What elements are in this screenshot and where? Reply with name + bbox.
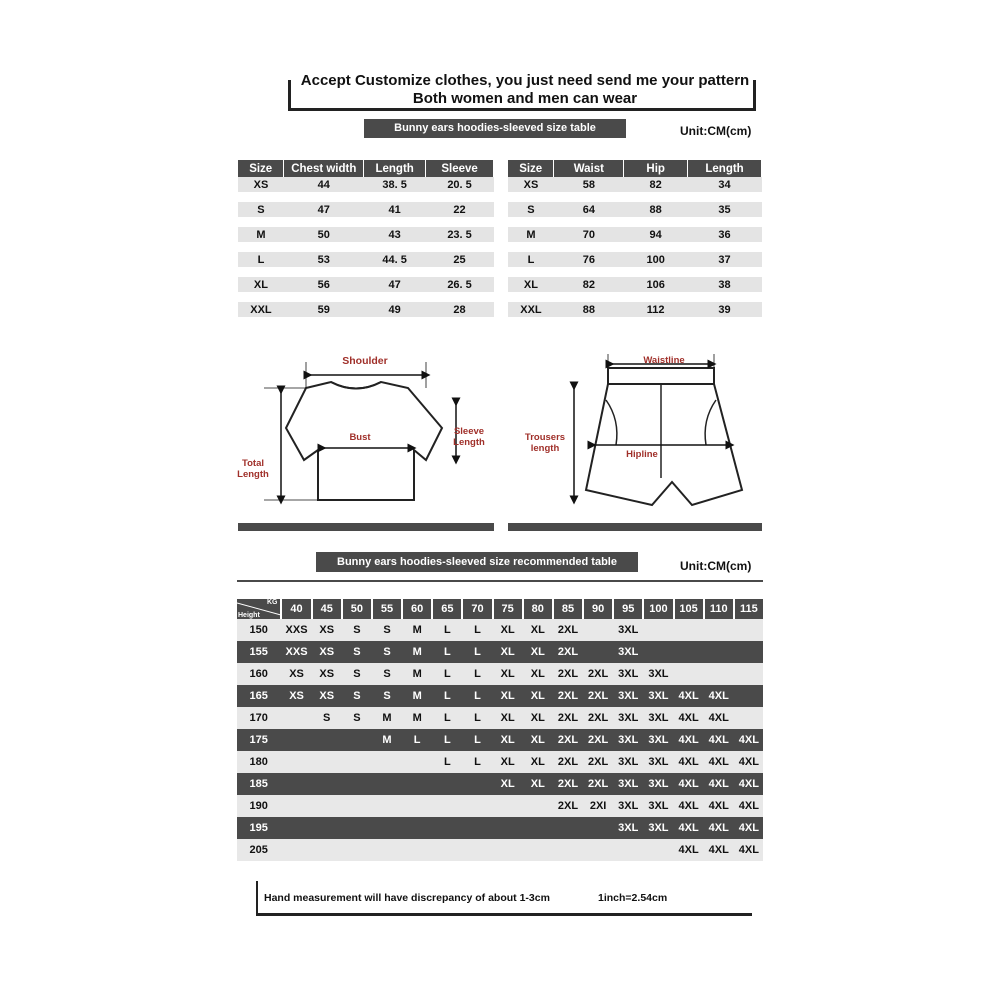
size-cell: XL (500, 624, 515, 636)
col-header: Length (688, 160, 762, 177)
table-cell: 43 (364, 227, 426, 242)
table-cell: 28 (426, 302, 494, 317)
recommended-row (237, 707, 763, 729)
size-cell: 2XL (557, 800, 579, 812)
size-cell: L (443, 668, 451, 680)
size-cell: S (383, 624, 391, 636)
size-cell: 3XL (648, 822, 669, 834)
recommended-row (237, 619, 763, 641)
size-cell: 4XL (738, 800, 759, 812)
size-cell: 3XL (648, 756, 669, 768)
size-cell: L (474, 668, 481, 680)
size-cell: 3XL (648, 778, 669, 790)
kg-header: 110 (705, 599, 733, 619)
size-cell: L (443, 756, 451, 768)
sleeve-length-label: Sleeve Length (453, 426, 485, 448)
table-cell: 34 (688, 177, 762, 192)
size-cell: M (412, 668, 422, 680)
size-cell: 4XL (708, 822, 729, 834)
size-cell: 3XL (618, 800, 639, 812)
size-cell: 2XL (557, 778, 579, 790)
table-cell: 88 (624, 202, 688, 217)
size-cell: L (474, 690, 481, 702)
size-cell: XS (319, 624, 335, 636)
kg-header: 100 (644, 599, 672, 619)
size-cell: 3XL (618, 668, 639, 680)
size-cell: XS (289, 668, 304, 680)
size-cell: 4XL (738, 778, 759, 790)
height-cell: 155 (249, 646, 268, 658)
size-cell: XL (500, 778, 515, 790)
size-cell: 4XL (678, 712, 699, 724)
size-cell: 2XL (588, 778, 609, 790)
col-header: Size (238, 160, 284, 177)
height-cell: 170 (249, 712, 268, 724)
size-cell: L (443, 624, 451, 636)
recommended-row (237, 773, 763, 795)
table-cell: 20. 5 (426, 177, 494, 192)
kg-header: 65 (433, 599, 461, 619)
kg-header: 50 (343, 599, 371, 619)
table-row (508, 277, 762, 292)
recommended-row (237, 839, 763, 861)
size-cell: 2XL (557, 712, 579, 724)
size-cell: 4XL (708, 778, 729, 790)
size-cell: 4XL (678, 734, 699, 746)
size-table-banner: Bunny ears hoodies-sleeved size table (364, 119, 626, 138)
size-cell: 2XL (557, 756, 579, 768)
recommended-size-table (237, 599, 763, 861)
size-cell: 3XL (648, 668, 669, 680)
size-cell: 3XL (648, 800, 669, 812)
size-cell: L (474, 734, 481, 746)
corner-height: Height (238, 612, 260, 619)
table-cell: XXL (508, 302, 554, 317)
kg-header: 70 (463, 599, 491, 619)
height-cell: 195 (249, 822, 268, 834)
size-cell: S (353, 712, 361, 724)
table-cell: 49 (364, 302, 426, 317)
recommended-unit-label: Unit:CM(cm) (680, 559, 752, 573)
size-cell: XL (530, 712, 545, 724)
table-cell: 56 (284, 277, 364, 292)
kg-header: 105 (675, 599, 703, 619)
kg-header: 55 (373, 599, 401, 619)
size-cell: XL (500, 734, 515, 746)
size-cell: XL (530, 778, 545, 790)
size-cell: 4XL (738, 756, 759, 768)
kg-header: 75 (494, 599, 522, 619)
size-cell: 4XL (678, 800, 699, 812)
size-cell: 4XL (738, 734, 759, 746)
size-cell: 2XL (588, 734, 609, 746)
waistline-label: Waistline (643, 355, 685, 366)
height-cell: 165 (249, 690, 268, 702)
size-cell: 4XL (738, 844, 759, 856)
trousers-length-label: Trousers length (524, 432, 566, 454)
height-cell: 175 (249, 734, 268, 746)
size-cell: 2XL (588, 756, 609, 768)
size-cell: L (443, 690, 451, 702)
table-cell: XL (238, 277, 284, 292)
size-cell: XL (530, 690, 545, 702)
size-cell: 4XL (708, 844, 729, 856)
size-cell: 3XL (618, 712, 639, 724)
table-cell: L (508, 252, 554, 267)
table-row (508, 227, 762, 242)
size-cell: 4XL (708, 756, 729, 768)
size-cell: M (382, 712, 392, 724)
table-cell: 94 (624, 227, 688, 242)
kg-header: 90 (584, 599, 612, 619)
recommended-row (237, 685, 763, 707)
table-cell: 88 (554, 302, 624, 317)
table-cell: 58 (554, 177, 624, 192)
size-cell: L (474, 756, 481, 768)
table-cell: 82 (624, 177, 688, 192)
height-cell: 205 (249, 844, 268, 856)
size-cell: S (353, 646, 361, 658)
size-cell: 2XL (588, 668, 609, 680)
table-cell: 38 (688, 277, 762, 292)
table-cell: M (508, 227, 554, 242)
recommended-banner: Bunny ears hoodies-sleeved size recommended table (316, 552, 638, 572)
size-cell: XXS (285, 646, 308, 658)
size-cell: S (353, 624, 361, 636)
size-cell: 3XL (618, 690, 639, 702)
kg-header: 60 (403, 599, 431, 619)
size-cell: L (443, 646, 451, 658)
table-row (508, 177, 762, 192)
size-cell: L (443, 734, 451, 746)
size-cell: 3XL (648, 734, 669, 746)
table-cell: 47 (364, 277, 426, 292)
size-cell: XL (530, 624, 545, 636)
recommended-row (237, 817, 763, 839)
kg-header: 115 (735, 599, 763, 619)
size-cell: XL (500, 646, 515, 658)
size-cell: S (323, 712, 331, 724)
header-line2: Both women and men can wear (412, 90, 638, 107)
height-cell: 185 (249, 778, 268, 790)
size-cell: 2XL (588, 712, 609, 724)
size-cell: M (412, 646, 422, 658)
footer-note: Hand measurement will have discrepancy of about 1-3cm (264, 892, 550, 904)
table-cell: 64 (554, 202, 624, 217)
table-row (238, 202, 494, 217)
size-cell: 4XL (678, 690, 699, 702)
header-line1: Accept Customize clothes, you just need send me your pattern (300, 72, 750, 89)
bust-label: Bust (349, 432, 371, 443)
hipline-label: Hipline (626, 449, 658, 460)
table-cell: XS (238, 177, 284, 192)
footer-inch: 1inch=2.54cm (598, 892, 668, 904)
recommended-row (237, 641, 763, 663)
table-corner (237, 599, 280, 619)
kg-header: 95 (614, 599, 642, 619)
size-cell: XL (530, 668, 545, 680)
size-cell: L (474, 712, 481, 724)
total-length-label: Total Length (237, 458, 269, 480)
size-cell: 4XL (738, 822, 759, 834)
height-cell: 190 (249, 800, 268, 812)
size-cell: 4XL (678, 822, 699, 834)
divider-left (238, 523, 494, 531)
recommended-row (237, 663, 763, 685)
table-cell: XL (508, 277, 554, 292)
size-cell: M (412, 712, 422, 724)
table-cell: 44. 5 (364, 252, 426, 267)
size-cell: L (443, 712, 451, 724)
table-cell: 35 (688, 202, 762, 217)
size-cell: 4XL (708, 690, 729, 702)
table-cell: 112 (624, 302, 688, 317)
size-cell: 2XL (588, 690, 609, 702)
size-cell: XL (530, 734, 545, 746)
size-cell: L (474, 646, 481, 658)
size-cell: 2XL (557, 690, 579, 702)
size-cell: XL (530, 646, 545, 658)
table-cell: 41 (364, 202, 426, 217)
size-cell: 2XL (557, 668, 579, 680)
size-cell: S (383, 646, 391, 658)
size-cell: XXS (285, 624, 308, 636)
table-cell: XS (508, 177, 554, 192)
col-header: Sleeve (426, 160, 494, 177)
size-cell: 2XL (557, 646, 579, 658)
col-header: Chest width (284, 160, 364, 177)
divider-right (508, 523, 762, 531)
size-cell: XL (500, 712, 515, 724)
table-row (508, 202, 762, 217)
size-cell: XS (319, 690, 335, 702)
bottom-size-table (508, 160, 762, 317)
table-cell: 26. 5 (426, 277, 494, 292)
size-cell: 3XL (618, 822, 639, 834)
size-cell: XL (530, 756, 545, 768)
size-cell: S (353, 690, 361, 702)
size-cell: XS (289, 690, 304, 702)
kg-header: 45 (313, 599, 341, 619)
size-cell: 3XL (618, 778, 639, 790)
size-cell: 4XL (678, 756, 699, 768)
size-cell: XS (319, 646, 335, 658)
recommended-row (237, 795, 763, 817)
size-cell: 4XL (708, 734, 729, 746)
size-cell: M (412, 624, 422, 636)
table-row (238, 277, 494, 292)
size-cell: 4XL (708, 800, 729, 812)
kg-header: 85 (554, 599, 582, 619)
size-cell: S (383, 668, 391, 680)
size-cell: XS (319, 668, 335, 680)
height-cell: 150 (249, 624, 268, 636)
table-cell: 23. 5 (426, 227, 494, 242)
size-cell: 4XL (678, 844, 699, 856)
size-cell: 3XL (618, 624, 639, 636)
size-cell: XL (500, 668, 515, 680)
table-cell: 36 (688, 227, 762, 242)
table-cell: 25 (426, 252, 494, 267)
table-cell: 39 (688, 302, 762, 317)
size-cell: 4XL (708, 712, 729, 724)
size-cell: L (413, 734, 421, 746)
height-cell: 160 (249, 668, 268, 680)
size-cell: XL (500, 690, 515, 702)
size-cell: 3XL (648, 690, 669, 702)
table-cell: 106 (624, 277, 688, 292)
size-cell: M (412, 690, 422, 702)
size-cell: S (353, 668, 361, 680)
col-header: Length (364, 160, 426, 177)
size-cell: 2XL (557, 734, 579, 746)
table-cell: 70 (554, 227, 624, 242)
table-cell: 47 (284, 202, 364, 217)
table-row (238, 177, 494, 192)
size-cell: 2XL (557, 624, 579, 636)
table-row (508, 302, 762, 317)
kg-header: 80 (524, 599, 552, 619)
recommended-header-row (237, 599, 763, 619)
corner-kg: KG (266, 599, 278, 606)
table-cell: L (238, 252, 284, 267)
table-row (238, 252, 494, 267)
recommended-row (237, 751, 763, 773)
size-cell: 4XL (678, 778, 699, 790)
size-cell: 2XI (589, 800, 607, 812)
height-cell: 180 (249, 756, 268, 768)
size-cell: M (382, 734, 392, 746)
kg-header: 40 (282, 599, 310, 619)
table-row (508, 252, 762, 267)
table-cell: 44 (284, 177, 364, 192)
table-cell: S (508, 202, 554, 217)
size-cell: 3XL (618, 756, 639, 768)
size-cell: S (383, 690, 391, 702)
recommended-row (237, 729, 763, 751)
table-cell: 22 (426, 202, 494, 217)
table-cell: 82 (554, 277, 624, 292)
table-cell: 59 (284, 302, 364, 317)
size-cell: XL (500, 756, 515, 768)
table-row (238, 302, 494, 317)
recommended-rule (237, 580, 763, 582)
table-cell: 100 (624, 252, 688, 267)
table-cell: 76 (554, 252, 624, 267)
size-cell: 3XL (618, 646, 639, 658)
size-cell: 3XL (648, 712, 669, 724)
table-cell: 53 (284, 252, 364, 267)
table-cell: XXL (238, 302, 284, 317)
top-size-table (238, 160, 494, 317)
table-cell: 50 (284, 227, 364, 242)
size-cell: L (474, 624, 481, 636)
unit-label: Unit:CM(cm) (680, 124, 752, 138)
size-cell: 3XL (618, 734, 639, 746)
col-header: Hip (624, 160, 688, 177)
table-row (238, 227, 494, 242)
table-cell: 37 (688, 252, 762, 267)
table-cell: M (238, 227, 284, 242)
shoulder-label: Shoulder (342, 355, 388, 367)
table-cell: 38. 5 (364, 177, 426, 192)
col-header: Waist (554, 160, 624, 177)
col-header: Size (508, 160, 554, 177)
table-cell: S (238, 202, 284, 217)
